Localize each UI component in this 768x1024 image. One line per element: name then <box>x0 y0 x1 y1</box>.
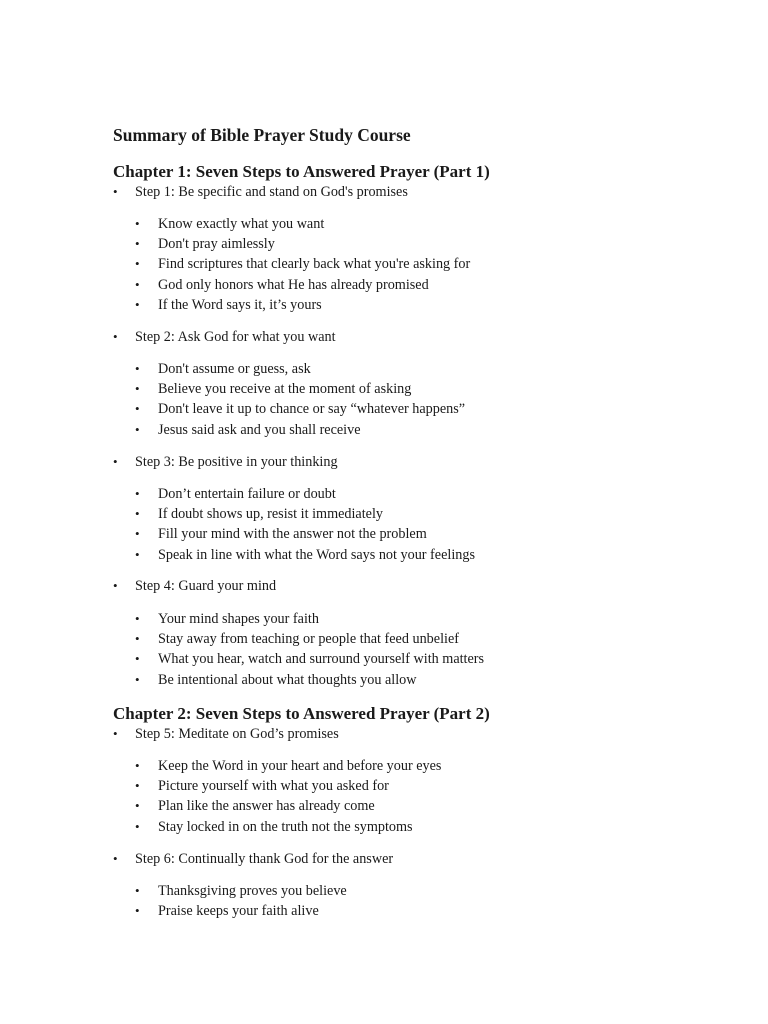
list-item-text: Don't assume or guess, ask <box>158 361 311 377</box>
bullet: • <box>135 236 140 252</box>
bullet: • <box>113 454 118 469</box>
list-item <box>135 485 475 505</box>
list-item-text: Don’t entertain failure or doubt <box>158 486 336 502</box>
list-item <box>135 400 465 420</box>
step-item <box>113 725 339 743</box>
chapter-1-heading: Chapter 1: Seven Steps to Answered Prayer (Part 1) <box>113 162 490 181</box>
step-points-list <box>135 360 465 441</box>
bullet: • <box>135 401 140 417</box>
bullet: • <box>135 216 140 231</box>
bullet: • <box>135 256 140 272</box>
bullet: • <box>135 526 140 542</box>
bullet: • <box>135 381 140 397</box>
step-label: Step 5: Meditate on God’s promises <box>135 726 339 742</box>
step-label: Step 3: Be positive in your thinking <box>135 454 338 470</box>
list-item-text: Find scriptures that clearly back what you're asking for <box>158 256 471 273</box>
list-item-text: Speak in line with what the Word says not your feelings <box>158 546 475 563</box>
bullet: • <box>135 883 140 898</box>
bullet: • <box>135 758 140 773</box>
step-item <box>113 328 336 346</box>
list-item <box>135 421 465 441</box>
list-item-text: Plan like the answer has already come <box>158 798 375 815</box>
list-item-text: If the Word says it, it’s yours <box>158 296 322 313</box>
list-item-text: Believe you receive at the moment of asking <box>158 381 412 398</box>
list-item <box>135 505 475 525</box>
list-item <box>135 296 470 316</box>
list-item-text: Stay away from teaching or people that feed unbelief <box>158 631 459 648</box>
bullet: • <box>113 184 118 199</box>
list-item <box>135 630 484 650</box>
bullet: • <box>113 726 118 741</box>
step-label: Step 2: Ask God for what you want <box>135 329 336 345</box>
bullet: • <box>135 506 140 522</box>
step-item <box>113 453 338 471</box>
bullet: • <box>135 296 140 312</box>
list-item-text: Keep the Word in your heart and before your eyes <box>158 758 442 774</box>
document-title: Summary of Bible Prayer Study Course <box>113 125 411 145</box>
list-item <box>135 818 441 838</box>
step-label: Step 6: Continually thank God for the answer <box>135 851 394 867</box>
list-item <box>135 276 470 296</box>
list-item <box>135 546 475 566</box>
list-item <box>135 797 441 817</box>
list-item-text: Fill your mind with the answer not the problem <box>158 526 427 543</box>
step-points-list <box>135 485 475 566</box>
list-item-text: Don't leave it up to chance or say “whatever happens” <box>158 401 466 418</box>
bullet: • <box>135 651 140 667</box>
bullet: • <box>135 611 140 626</box>
list-item-text: If doubt shows up, resist it immediately <box>158 506 384 523</box>
list-item <box>135 902 347 922</box>
list-item-text: Your mind shapes your faith <box>158 611 319 627</box>
list-item-text: Praise keeps your faith alive <box>158 903 319 920</box>
list-item <box>135 777 441 797</box>
list-item-text: Thanksgiving proves you believe <box>158 883 347 899</box>
list-item <box>135 610 484 630</box>
list-item <box>135 255 470 275</box>
list-item-text: Stay locked in on the truth not the symptoms <box>158 818 413 835</box>
step-points-list <box>135 610 484 691</box>
list-item <box>135 360 465 380</box>
step-label: Step 1: Be specific and stand on God's promises <box>135 184 408 200</box>
list-item-text: Picture yourself with what you asked for <box>158 778 389 795</box>
bullet: • <box>135 361 140 376</box>
step-label: Step 4: Guard your mind <box>135 578 277 594</box>
bullet: • <box>135 798 140 814</box>
bullet: • <box>113 851 118 866</box>
list-item <box>135 757 441 777</box>
list-item <box>135 671 484 691</box>
step-item <box>113 577 276 595</box>
bullet: • <box>135 818 140 834</box>
bullet: • <box>113 578 118 593</box>
list-item <box>135 650 484 670</box>
bullet: • <box>135 778 140 794</box>
list-item <box>135 380 465 400</box>
bullet: • <box>135 421 140 437</box>
list-item-text: Know exactly what you want <box>158 216 325 232</box>
list-item-text: What you hear, watch and surround yourself with matters <box>158 651 485 668</box>
chapter-2-heading: Chapter 2: Seven Steps to Answered Prayer (Part 2) <box>113 704 490 723</box>
list-item-text: Don't pray aimlessly <box>158 236 275 253</box>
step-points-list <box>135 882 347 922</box>
bullet: • <box>135 671 140 687</box>
list-item <box>135 882 347 902</box>
bullet: • <box>135 631 140 647</box>
bullet: • <box>135 546 140 562</box>
step-item <box>113 183 408 201</box>
list-item <box>135 215 470 235</box>
step-points-list <box>135 757 441 838</box>
list-item <box>135 525 475 545</box>
list-item-text: God only honors what He has already promised <box>158 276 429 293</box>
step-item <box>113 850 393 868</box>
bullet: • <box>113 329 118 344</box>
bullet: • <box>135 903 140 919</box>
list-item-text: Be intentional about what thoughts you allow <box>158 671 417 688</box>
bullet: • <box>135 276 140 292</box>
list-item <box>135 235 470 255</box>
list-item-text: Jesus said ask and you shall receive <box>158 421 361 438</box>
bullet: • <box>135 486 140 501</box>
step-points-list <box>135 215 470 316</box>
